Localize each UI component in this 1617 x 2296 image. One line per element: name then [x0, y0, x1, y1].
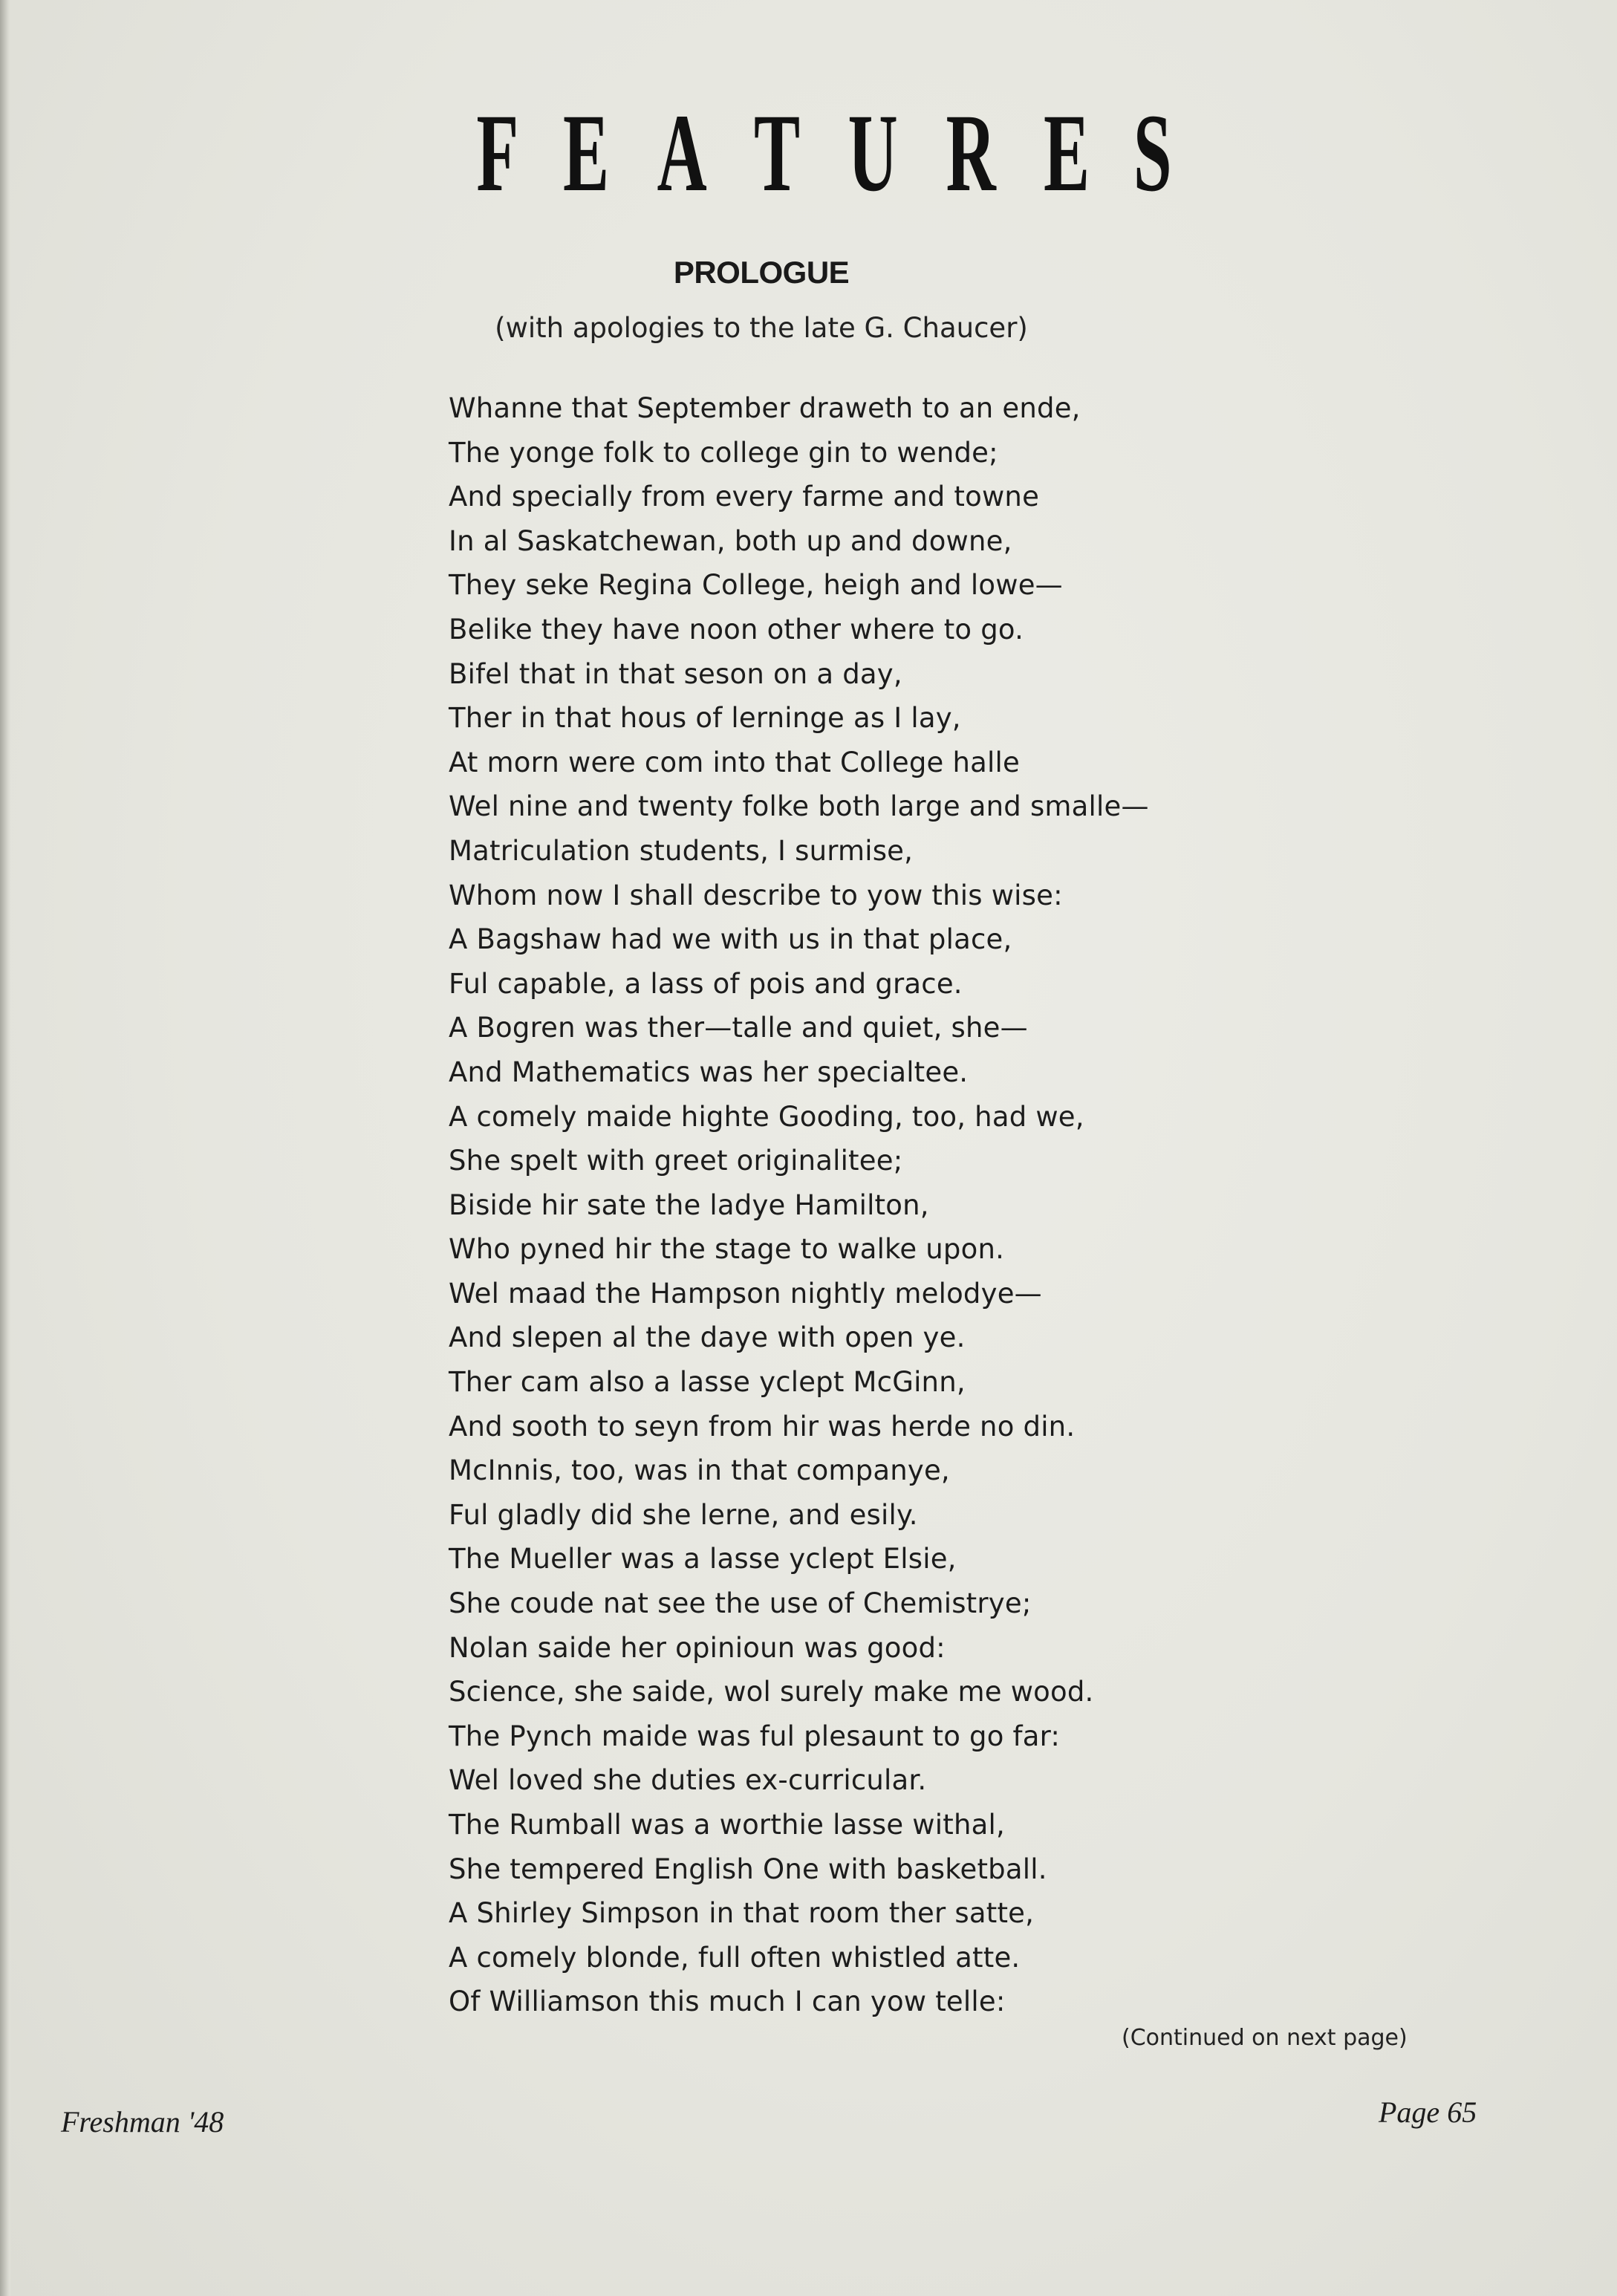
- poem-line: They seke Regina College, heigh and lowe—: [449, 569, 1063, 602]
- poem-line: Biside hir sate the ladye Hamilton,: [449, 1188, 929, 1221]
- poem-line: And Mathematics was her specialtee.: [449, 1056, 969, 1088]
- heading-letter: T: [754, 91, 801, 215]
- poem-line: She coude nat see the use of Chemistrye;: [449, 1587, 1032, 1620]
- poem-line: Whanne that September draweth to an ende,: [449, 392, 1081, 424]
- poem-line: A Bagshaw had we with us in that place,: [449, 923, 1012, 956]
- poem-line: Ther cam also a lasse yclept McGinn,: [449, 1366, 966, 1399]
- poem-line: Whom now I shall describe to yow this wise:: [449, 879, 1063, 911]
- poem-line: McInnis, too, was in that companye,: [449, 1454, 950, 1487]
- poem-line: Wel loved she duties ex-curricular.: [449, 1764, 927, 1797]
- section-heading-letters: [434, 89, 1184, 217]
- heading-letter: R: [946, 91, 996, 215]
- poem-line: The Pynch maide was ful plesaunt to go far:: [449, 1720, 1061, 1752]
- heading-letter: A: [657, 91, 707, 215]
- heading-letter: F: [475, 91, 518, 215]
- poem-line: She tempered English One with basketball.: [449, 1853, 1047, 1885]
- poem-line: Ther in that hous of lerninge as I lay,: [449, 702, 961, 735]
- poem-line: Wel maad the Hampson nightly melodye—: [449, 1277, 1042, 1310]
- footer-publication: Freshman '48: [61, 2105, 224, 2139]
- poem-line: A Bogren was ther—talle and quiet, she—: [449, 1012, 1028, 1044]
- poem-line: Wel nine and twenty folke both large and smalle—: [449, 790, 1149, 823]
- section-heading: [0, 89, 1617, 217]
- heading-letter: E: [1043, 91, 1090, 215]
- poem-line: Science, she saide, wol surely make me wood.: [449, 1676, 1094, 1708]
- poem-line: In al Saskatchewan, both up and downe,: [449, 524, 1012, 557]
- footer-page-number: Page 65: [1379, 2095, 1477, 2129]
- poem-line: Ful capable, a lass of pois and grace.: [449, 967, 963, 1000]
- poem-line: The yonge folk to college gin to wende;: [449, 436, 998, 469]
- poem-line: Ful gladly did she lerne, and esily.: [449, 1498, 918, 1531]
- poem-line: Nolan saide her opinioun was good:: [449, 1631, 946, 1664]
- poem-title: PROLOGUE: [673, 255, 850, 290]
- poem-line: Bifel that in that seson on a day,: [449, 657, 902, 690]
- poem-line: And sooth to seyn from hir was herde no din.: [449, 1410, 1076, 1443]
- continued-note: (Continued on next page): [1122, 2025, 1408, 2051]
- poem-line: Who pyned hir the stage to walke upon.: [449, 1233, 1005, 1266]
- poem-line: A comely blonde, full often whistled atte.: [449, 1941, 1021, 1974]
- book-spine-shadow: [0, 0, 10, 2296]
- poem-line: A Shirley Simpson in that room ther satte,: [449, 1897, 1035, 1930]
- poem-body: [449, 386, 1149, 2024]
- poem-line: Matriculation students, I surmise,: [449, 834, 914, 867]
- poem-line: Of Williamson this much I can yow telle:: [449, 1986, 1006, 2018]
- poem-line: Belike they have noon other where to go.: [449, 613, 1024, 645]
- heading-letter: S: [1133, 91, 1172, 215]
- poem-line: A comely maide highte Gooding, too, had we,: [449, 1100, 1084, 1133]
- poem-line: She spelt with greet originalitee;: [449, 1145, 903, 1177]
- heading-letter: U: [847, 91, 898, 215]
- poem-line: The Rumball was a worthie lasse withal,: [449, 1809, 1005, 1841]
- poem-line: At morn were com into that College halle: [449, 746, 1020, 778]
- poem-line: And specially from every farme and towne: [449, 481, 1040, 513]
- poem-line: And slepen al the daye with open ye.: [449, 1321, 966, 1354]
- heading-letter: E: [563, 91, 610, 215]
- poem-subtitle: (with apologies to the late G. Chaucer): [495, 312, 1028, 344]
- poem-line: The Mueller was a lasse yclept Elsie,: [449, 1543, 957, 1575]
